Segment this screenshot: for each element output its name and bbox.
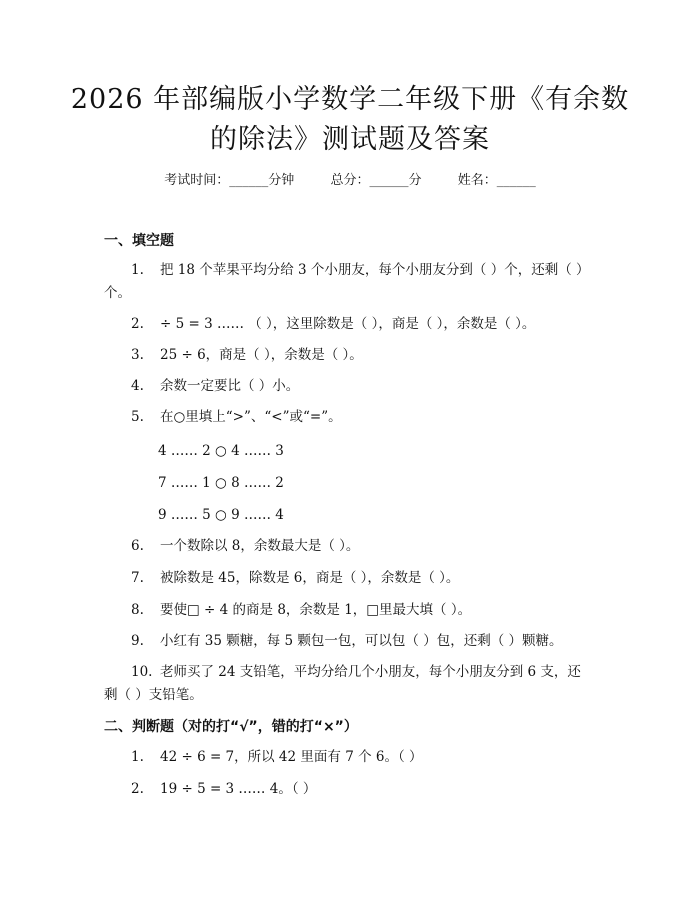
question-text: 一个数除以 8，余数最大是（ ）。: [160, 538, 360, 554]
question-number: 8.: [131, 602, 144, 618]
question-number: 6.: [131, 538, 144, 554]
total-score-label: 总分：______分: [330, 173, 422, 188]
page-title: [60, 80, 640, 160]
question-fill-8: [104, 599, 592, 622]
question-number: 1.: [131, 749, 144, 765]
question-text: 25 ÷ 6，商是（ ），余数是（ ）。: [160, 347, 363, 363]
question-text: 在○里填上“>”、“<”或“=”。: [160, 409, 342, 425]
title-line-2: 的除法》测试题及答案: [210, 124, 490, 155]
section-heading-fill-blank: 一、填空题: [104, 233, 174, 249]
question-fill-10: [104, 661, 592, 707]
question-number: 10.: [131, 664, 153, 680]
question-text: 要使□ ÷ 4 的商是 8，余数是 1，□里最大填（ ）。: [160, 602, 472, 618]
question-text: 老师买了 24 支铅笔，平均分给几个小朋友，每个小朋友分到 6 支，还剩（ ）支铅笔。: [104, 664, 581, 703]
question-tf-2: [104, 778, 592, 801]
question-number: 3.: [131, 347, 144, 363]
question-text: 19 ÷ 5 = 3 …… 4。（ ）: [160, 781, 317, 797]
exam-time-label: 考试时间：______分钟: [164, 173, 295, 188]
question-text: 被除数是 45，除数是 6，商是（ ），余数是（ ）。: [160, 570, 460, 586]
title-line-1: 2026 年部编版小学数学二年级下册《有余数: [70, 84, 630, 115]
name-label: 姓名：______: [457, 173, 536, 188]
question-number: 2.: [131, 781, 144, 797]
question-text: 把 18 个苹果平均分给 3 个小朋友，每个小朋友分到（ ）个，还剩（ ）个。: [104, 262, 590, 301]
question-number: 4.: [131, 378, 144, 394]
question-fill-1: [104, 259, 592, 305]
question-number: 5.: [131, 409, 144, 425]
question-text: 余数一定要比（ ）小。: [160, 378, 300, 394]
question-fill-7: [104, 567, 592, 590]
question-fill-5: [104, 406, 592, 429]
question-fill-4: [104, 375, 592, 398]
question-tf-1: [104, 746, 592, 769]
compare-row-3: 9 …… 5 ○ 9 …… 4: [158, 507, 284, 523]
question-number: 2.: [131, 316, 144, 332]
question-number: 1.: [131, 262, 144, 278]
question-text: 42 ÷ 6 = 7，所以 42 里面有 7 个 6。（ ）: [160, 749, 423, 765]
question-text: ÷ 5 = 3 …… （ ），这里除数是（ ），商是（ ），余数是（ ）。: [160, 316, 536, 332]
question-number: 9.: [131, 633, 144, 649]
question-number: 7.: [131, 570, 144, 586]
question-fill-2: [104, 313, 592, 336]
question-fill-6: [104, 535, 592, 558]
compare-row-1: 4 …… 2 ○ 4 …… 3: [158, 443, 284, 459]
question-text: 小红有 35 颗糖，每 5 颗包一包，可以包（ ）包，还剩（ ）颗糖。: [160, 633, 563, 649]
question-fill-9: [104, 630, 592, 653]
compare-row-2: 7 …… 1 ○ 8 …… 2: [158, 475, 284, 491]
question-fill-3: [104, 344, 592, 367]
section-heading-true-false: 二、判断题（对的打“√”，错的打“×”）: [104, 719, 358, 735]
exam-meta-line: [0, 169, 700, 188]
